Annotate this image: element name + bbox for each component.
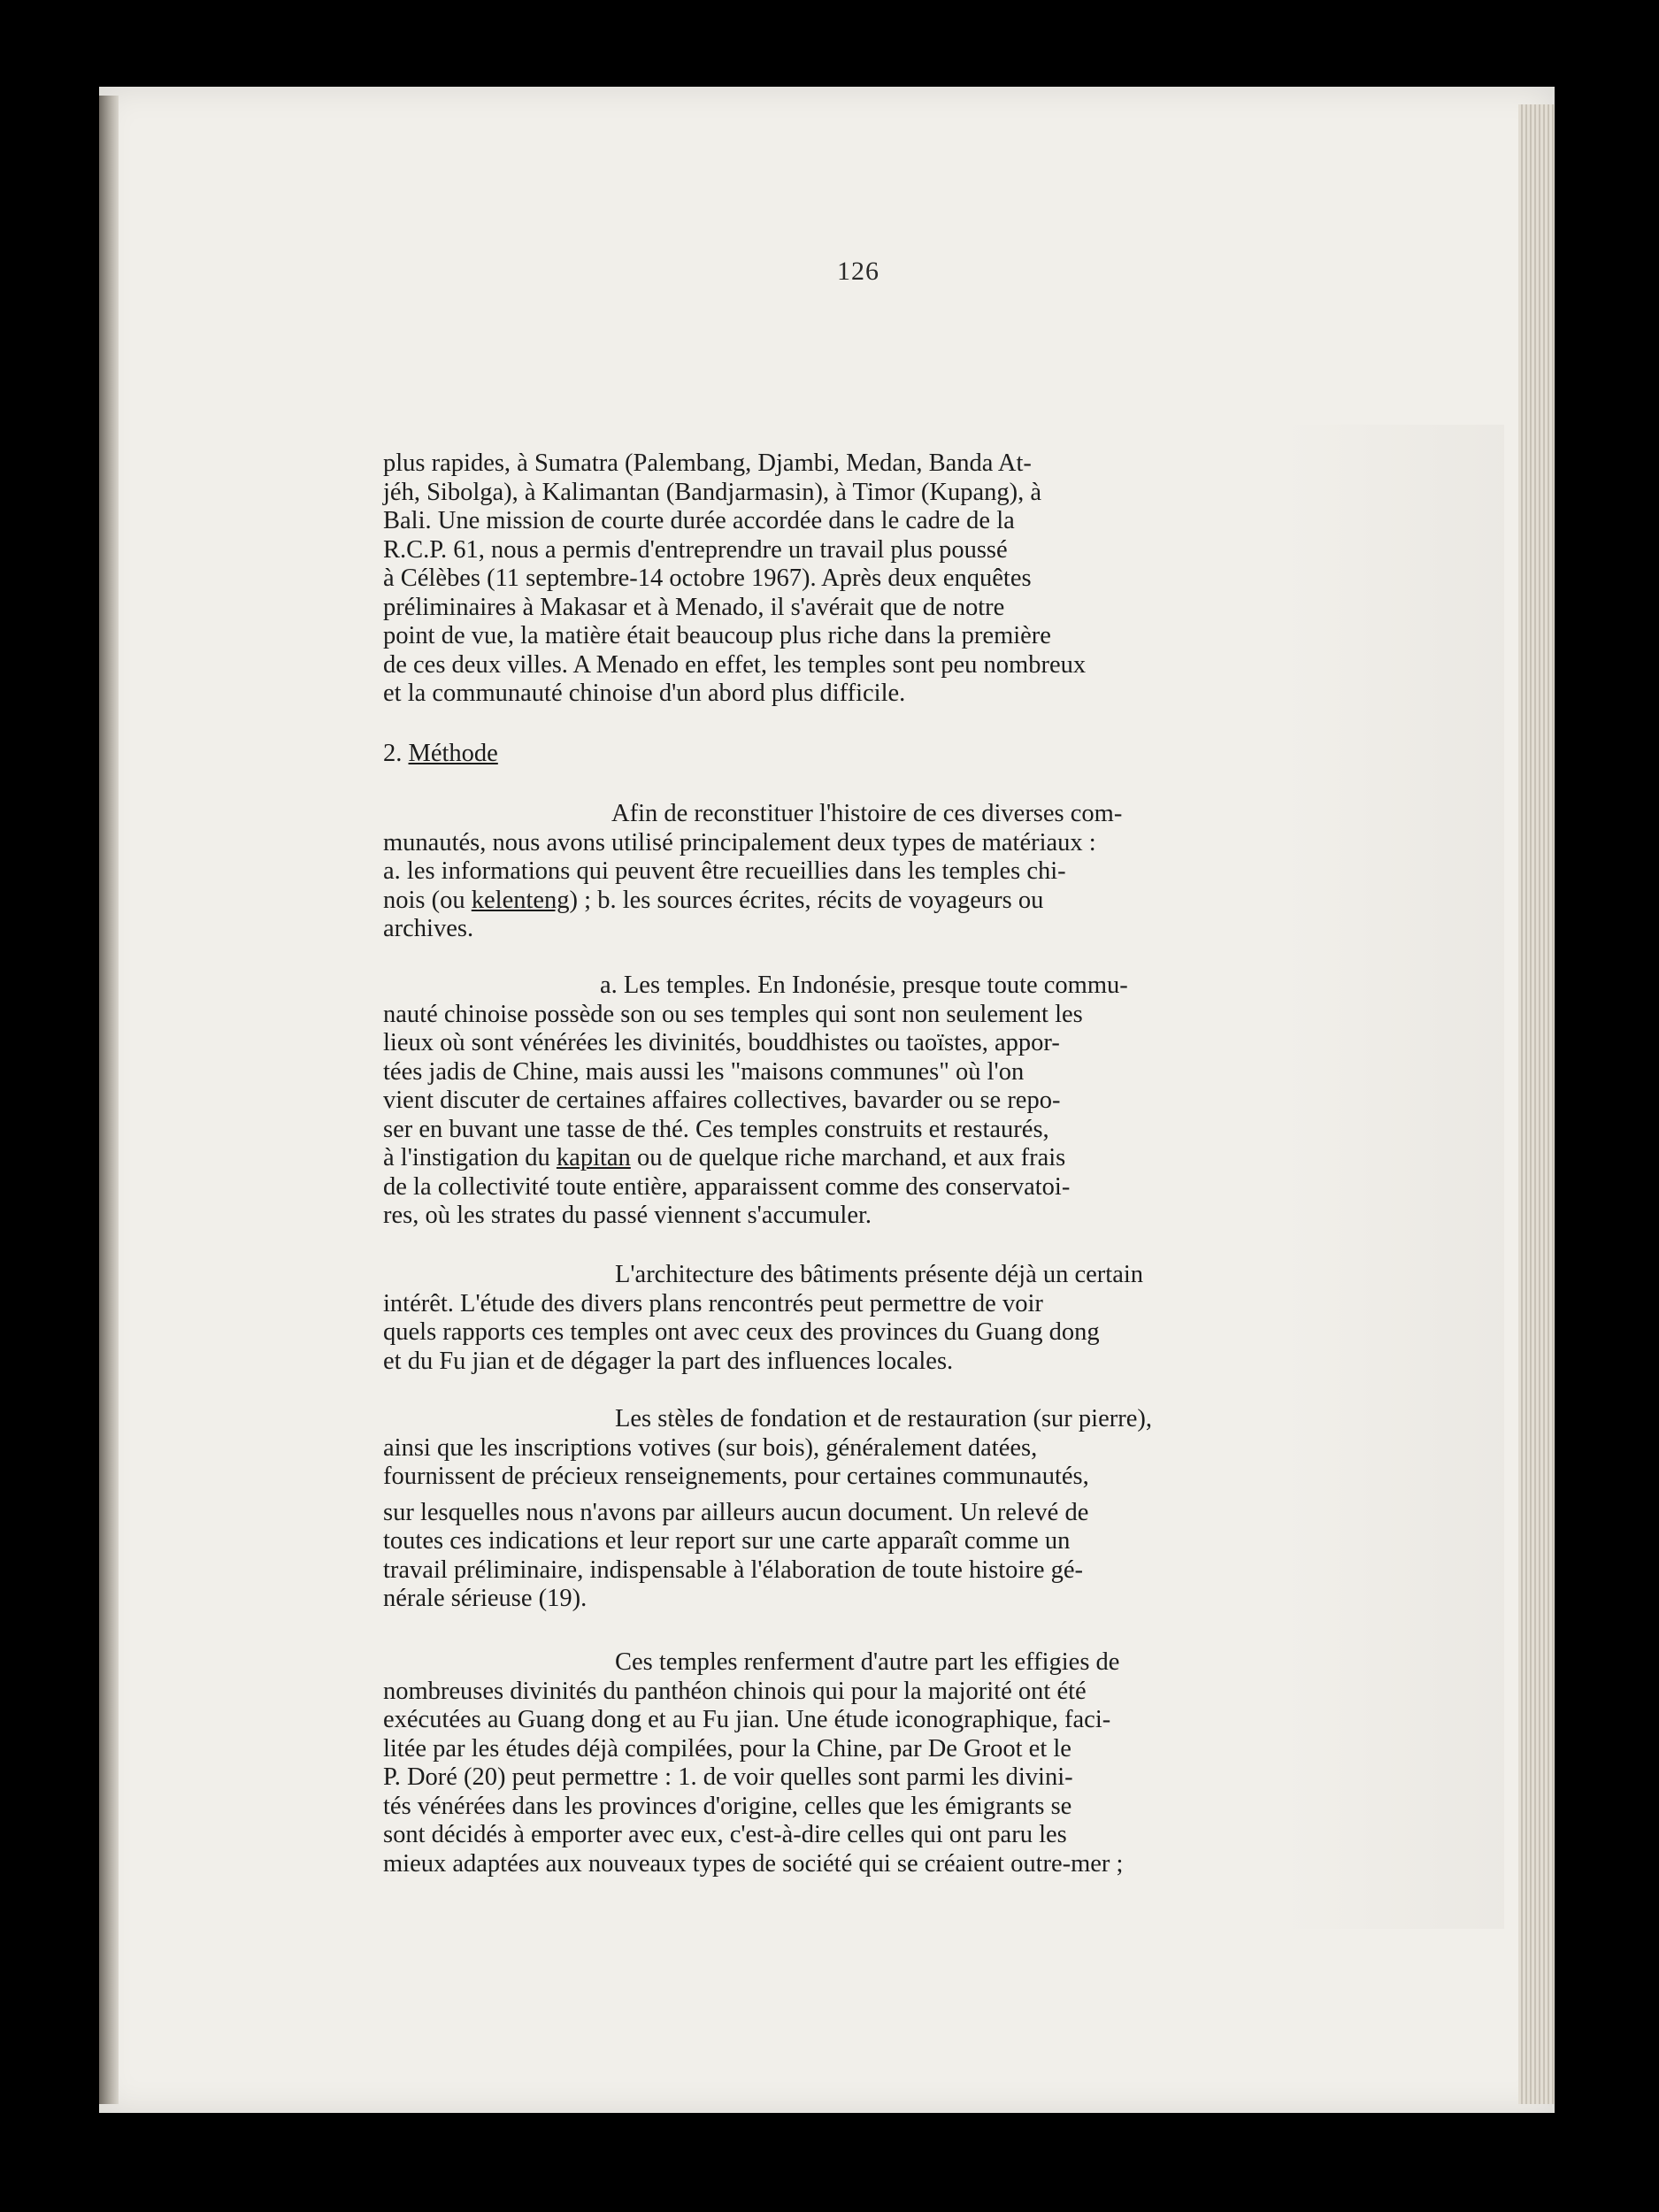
text-line: litée par les études déjà compilées, pour la Chine, par De Groot et le — [383, 1734, 1071, 1763]
paragraph-5 — [383, 1405, 1432, 1614]
text-line: mieux adaptées aux nouveaux types de société qui se créaient outre-mer ; — [383, 1849, 1124, 1878]
text-line: préliminaires à Makasar et à Menado, il s'avérait que de notre — [383, 593, 1005, 621]
text-line: point de vue, la matière était beaucoup plus riche dans la première — [383, 622, 1051, 649]
paragraph-3 — [383, 972, 1432, 1231]
paragraph-4 — [383, 1261, 1432, 1376]
underlined-term: kapitan — [556, 1144, 631, 1171]
text-line: et la communauté chinoise d'un abord plus difficile. — [383, 680, 906, 707]
text-line: quels rapports ces temples ont avec ceux des provinces du Guang dong — [383, 1318, 1100, 1346]
text-line: nérale sérieuse (19). — [383, 1585, 588, 1612]
text-line: ser en buvant une tasse de thé. Ces temples construits et restaurés, — [383, 1115, 1049, 1143]
paragraph-1 — [383, 449, 1432, 709]
text-line: travail préliminaire, indispensable à l'élaboration de toute histoire gé- — [383, 1555, 1083, 1584]
text-line: nois (ou kelenteng) ; b. les sources écrites, récits de voyageurs ou — [383, 886, 1044, 914]
text-line: nauté chinoise possède son ou ses temples qui sont non seulement les — [383, 1000, 1083, 1028]
text-line: R.C.P. 61, nous a permis d'entreprendre un travail plus poussé — [383, 535, 1008, 564]
text-line: tés vénérées dans les provinces d'origine, celles que les émigrants se — [383, 1792, 1072, 1820]
text-line: à l'instigation du kapitan ou de quelque riche marchand, et aux frais — [383, 1144, 1066, 1171]
text-line: P. Doré (20) peut permettre : 1. de voir quelles sont parmi les divini- — [383, 1763, 1073, 1791]
text-line: toutes ces indications et leur report sur une carte apparaît comme un — [383, 1527, 1071, 1555]
text-line: res, où les strates du passé viennent s'accumuler. — [383, 1202, 872, 1229]
text-line: Bali. Une mission de courte durée accordée dans le cadre de la — [383, 507, 1015, 534]
text-line: vient discuter de certaines affaires collectives, bavarder ou se repo- — [383, 1087, 1061, 1114]
page-stack-edge — [1518, 104, 1555, 2104]
text-line: a. Les temples. En Indonésie, presque toute commu- — [600, 972, 1128, 999]
text-line: sont décidés à emporter avec eux, c'est-à-dire celles qui ont paru les — [383, 1821, 1067, 1848]
text-line: archives. — [383, 915, 474, 942]
text-line: L'architecture des bâtiments présente déjà un certain — [615, 1261, 1144, 1288]
text-line: exécutées au Guang dong et au Fu jian. Une étude iconographique, faci- — [383, 1706, 1111, 1733]
text-line: nombreuses divinités du panthéon chinois qui pour la majorité ont été — [383, 1677, 1087, 1705]
text-line: jéh, Sibolga), à Kalimantan (Bandjarmasin), à Timor (Kupang), à — [383, 478, 1042, 506]
text-line: à Célèbes (11 septembre-14 octobre 1967). Après deux enquêtes — [383, 565, 1032, 592]
section-title: Méthode — [408, 740, 498, 767]
text-line: intérêt. L'étude des divers plans rencontrés peut permettre de voir — [383, 1289, 1043, 1317]
page-gutter-shadow — [99, 96, 119, 2104]
text-line: plus rapides, à Sumatra (Palembang, Djambi, Medan, Banda At- — [383, 449, 1032, 477]
text-line: munautés, nous avons utilisé principalement deux types de matériaux : — [383, 828, 1096, 856]
paragraph-6 — [383, 1648, 1432, 1878]
text-line: de la collectivité toute entière, apparaissent comme des conservatoi- — [383, 1172, 1071, 1201]
section-number: 2. — [383, 740, 403, 767]
text-line: et du Fu jian et de dégager la part des influences locales. — [383, 1347, 954, 1375]
text-line: tées jadis de Chine, mais aussi les "maisons communes" où l'on — [383, 1057, 1025, 1086]
text-line: Ces temples renferment d'autre part les effigies de — [615, 1648, 1120, 1676]
text-line: de ces deux villes. A Menado en effet, les temples sont peu nombreux — [383, 650, 1087, 679]
text-line: Les stèles de fondation et de restauration (sur pierre), — [615, 1405, 1152, 1432]
text-line: lieux où sont vénérées les divinités, bouddhistes ou taoïstes, appor- — [383, 1029, 1060, 1056]
text-line: Afin de reconstituer l'histoire de ces diverses com- — [611, 800, 1123, 827]
text-line: a. les informations qui peuvent être recueillies dans les temples chi- — [383, 857, 1066, 885]
section-heading — [383, 740, 498, 768]
underlined-term: kelenteng — [471, 886, 570, 914]
paragraph-2 — [383, 800, 1432, 944]
page-number: 126 — [837, 257, 879, 286]
text-line: ainsi que les inscriptions votives (sur bois), généralement datées, — [383, 1433, 1038, 1462]
text-line: fournissent de précieux renseignements, pour certaines communautés, — [383, 1463, 1089, 1490]
text-line: sur lesquelles nous n'avons par ailleurs aucun document. Un relevé de — [383, 1498, 1089, 1526]
